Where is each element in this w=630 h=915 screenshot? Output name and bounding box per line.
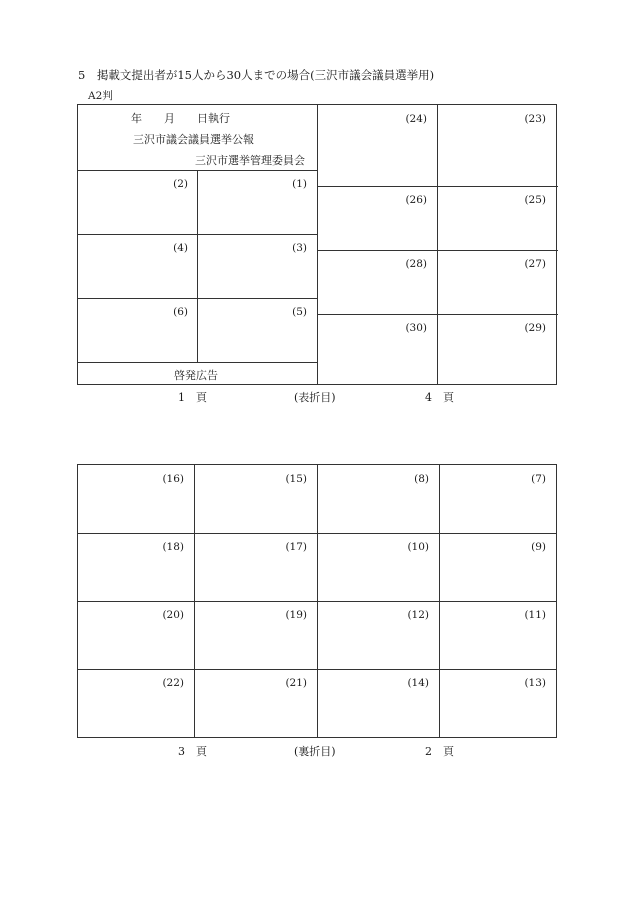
box-number: (15) <box>285 473 307 485</box>
candidate-box-5 <box>198 298 317 362</box>
box-number: (17) <box>285 541 307 553</box>
box-number: (22) <box>162 677 184 689</box>
box-number: (6) <box>173 306 188 318</box>
candidate-box-23 <box>437 105 556 186</box>
box-number: (13) <box>524 677 546 689</box>
box-number: (26) <box>405 194 427 206</box>
page-label-1: 1 頁 <box>178 391 207 404</box>
box-number: (28) <box>405 258 427 270</box>
publication-title: 三沢市議会議員選挙公報 <box>133 133 254 146</box>
candidate-box-29 <box>437 314 556 384</box>
candidate-box-15 <box>194 465 317 533</box>
box-number: (21) <box>285 677 307 689</box>
candidate-box-7 <box>439 465 556 533</box>
box-number: (5) <box>292 306 307 318</box>
candidate-box-21 <box>194 669 317 737</box>
candidate-box-25 <box>437 186 556 250</box>
publisher-name: 三沢市選挙管理委員会 <box>195 154 305 167</box>
box-number: (25) <box>524 194 546 206</box>
box-number: (16) <box>162 473 184 485</box>
candidate-box-13 <box>439 669 556 737</box>
candidate-box-4 <box>78 234 198 298</box>
candidate-box-18 <box>78 533 194 601</box>
box-number: (24) <box>405 113 427 125</box>
box-number: (20) <box>162 609 184 621</box>
candidate-box-19 <box>194 601 317 669</box>
candidate-box-20 <box>78 601 194 669</box>
candidate-box-11 <box>439 601 556 669</box>
back-sheet-layout <box>77 464 557 738</box>
box-number: (3) <box>292 242 307 254</box>
candidate-box-2 <box>78 170 198 234</box>
front-fold-label: (表折目) <box>294 391 336 404</box>
back-fold-label: (裏折目) <box>294 745 336 758</box>
candidate-box-3 <box>198 234 317 298</box>
page-label-3: 3 頁 <box>178 745 207 758</box>
box-number: (8) <box>414 473 429 485</box>
candidate-box-9 <box>439 533 556 601</box>
box-number: (2) <box>173 178 188 190</box>
box-number: (11) <box>524 609 546 621</box>
box-number: (7) <box>531 473 546 485</box>
front-sheet-layout <box>77 104 557 385</box>
box-number: (27) <box>524 258 546 270</box>
candidate-box-30 <box>317 314 437 384</box>
box-number: (14) <box>407 677 429 689</box>
document-heading: 5 掲載文提出者が15人から30人までの場合(三沢市議会議員選挙用) <box>78 68 435 82</box>
election-date-line: 年 月 日執行 <box>131 112 230 125</box>
candidate-box-1 <box>198 170 317 234</box>
candidate-box-16 <box>78 465 194 533</box>
box-number: (23) <box>524 113 546 125</box>
candidate-box-6 <box>78 298 198 362</box>
candidate-box-12 <box>317 601 439 669</box>
box-number: (18) <box>162 541 184 553</box>
box-number: (12) <box>407 609 429 621</box>
candidate-box-17 <box>194 533 317 601</box>
candidate-box-10 <box>317 533 439 601</box>
box-number: (9) <box>531 541 546 553</box>
page-label-4: 4 頁 <box>425 391 454 404</box>
box-number: (30) <box>405 322 427 334</box>
page-label-2: 2 頁 <box>425 745 454 758</box>
box-number: (1) <box>292 178 307 190</box>
candidate-box-28 <box>317 250 437 314</box>
candidate-box-14 <box>317 669 439 737</box>
candidate-box-26 <box>317 186 437 250</box>
box-number: (19) <box>285 609 307 621</box>
candidate-box-27 <box>437 250 556 314</box>
paper-size-label: A2判 <box>88 90 113 102</box>
box-number: (29) <box>524 322 546 334</box>
box-number: (4) <box>173 242 188 254</box>
box-number: (10) <box>407 541 429 553</box>
candidate-box-8 <box>317 465 439 533</box>
candidate-box-22 <box>78 669 194 737</box>
candidate-box-24 <box>317 105 437 186</box>
public-notice-label: 啓発広告 <box>174 369 218 382</box>
